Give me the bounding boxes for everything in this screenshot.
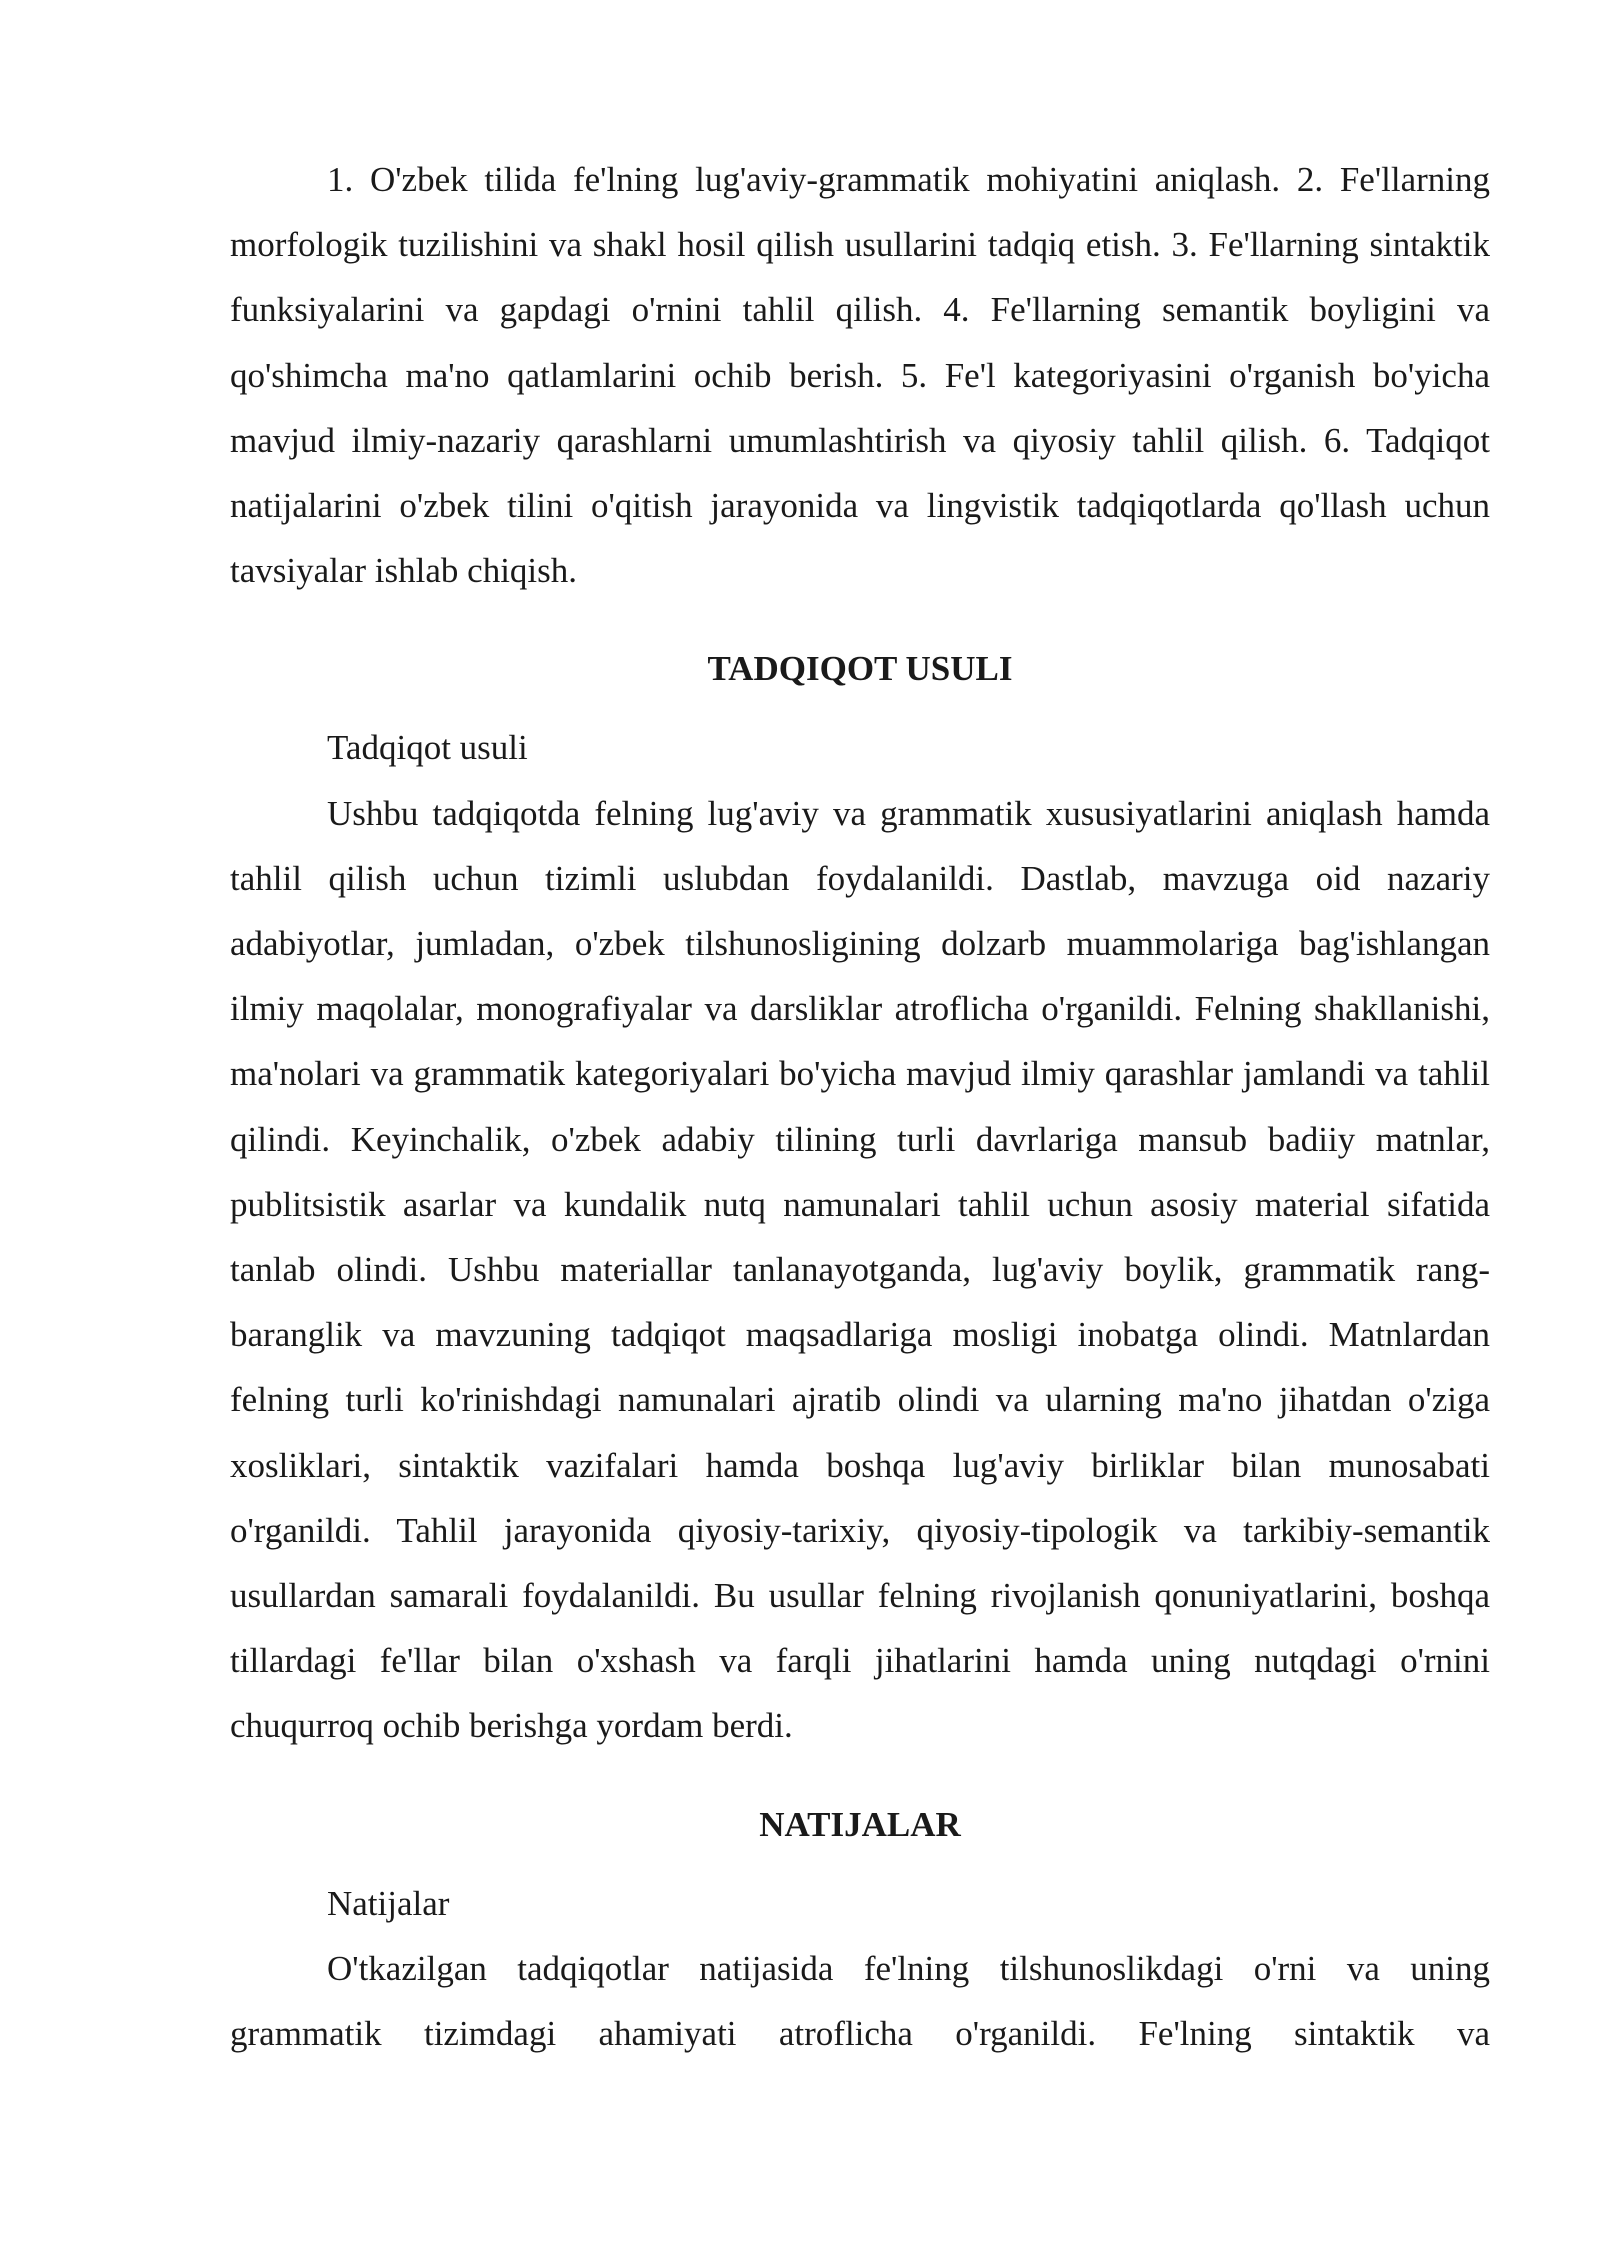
- spacer: [230, 1857, 1490, 1871]
- document-page: [230, 147, 1490, 2066]
- spacer: [230, 1759, 1490, 1792]
- results-heading: NATIJALAR: [759, 1804, 961, 1844]
- results-paragraph: O'tkazilgan tadqiqotlar natijasida fe'lning tilshunoslikdagi o'rni va uning grammatik tizimdagi ahamiyati atroflicha o'rganildi. Fe'lning sintaktik va: [230, 1948, 1490, 2054]
- methods-heading: TADQIQOT USULI: [707, 649, 1013, 689]
- results-subheading: Natijalar: [327, 1883, 450, 1923]
- methods-paragraph: Ushbu tadqiqotda felning lug'aviy va grammatik xususiyatlarini aniqlash hamda tahlil qilish uchun tizimli uslubdan foydalanildi. Dastlab, mavzuga oid nazariy adabiyotlar, jumladan, o'zbek tilshunosligining dolzarb muammolariga bag'ishlangan ilmiy maqolalar, monografiyalar va darsliklar atroflicha o'rganildi. Felning shakllanishi, ma'nolari va grammatik kategoriyalari bo'yicha mavjud ilmiy qarashlar jamlandi va tahlil qilindi. Keyinchalik, o'zbek adabiy tilining turli davrlariga mansub badiiy matnlar, publitsistik asarlar va kundalik nutq namunalari tahlil uchun asosiy material sifatida tanlab olindi. Ushbu materiallar tanlanayotganda, lug'aviy boylik, grammatik rang-baranglik va mavzuning tadqiqot maqsadlariga mosligi inobatga olindi. Matnlardan felning turli ko'rinishdagi namunalari ajratib olindi va ularning ma'no jihatdan o'ziga xosliklari, sintaktik vazifalari hamda boshqa lug'aviy birliklar bilan munosabati o'rganildi. Tahlil jarayonida qiyosiy-tarixiy, qiyosiy-tipologik va tarkibiy-semantik usullardan samarali foydalanildi. Bu usullar felning rivojlanish qonuniyatlarini, boshqa tillardagi fe'llar bilan o'xshash va farqli jihatlarini hamda uning nutqdagi o'rnini chuqurroq ochib berishga yordam berdi.: [230, 793, 1490, 1746]
- intro-paragraph: 1. O'zbek tilida fe'lning lug'aviy-grammatik mohiyatini aniqlash. 2. Fe'llarning morfologik tuzilishini va shakl hosil qilish usullarini tadqiq etish. 3. Fe'llarning sintaktik funksiyalarini va gapdagi o'rnini tahlil qilish. 4. Fe'llarning semantik boyligini va qo'shimcha ma'no qatlamlarini ochib berish. 5. Fe'l kategoriyasini o'rganish bo'yicha mavjud ilmiy-nazariy qarashlarni umumlashtirish va qiyosiy tahlil qilish. 6. Tadqiqot natijalarini o'zbek tilini o'qitish jarayonida va lingvistik tadqiqotlarda qo'llash uchun tavsiyalar ishlab chiqish.: [230, 160, 1490, 591]
- spacer: [230, 603, 1490, 636]
- spacer: [230, 701, 1490, 715]
- methods-subheading: Tadqiqot usuli: [327, 728, 528, 768]
